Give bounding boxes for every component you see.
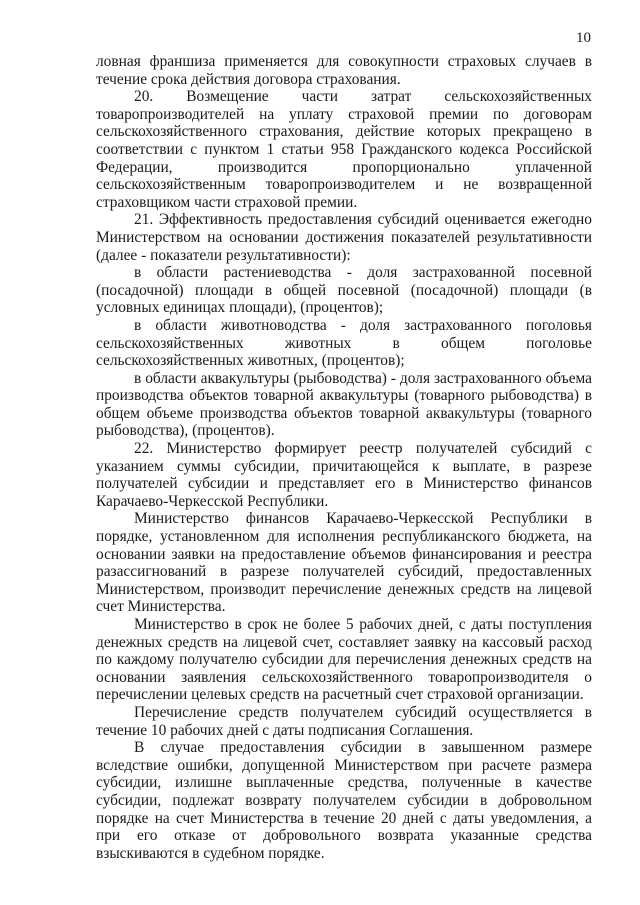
paragraph-ministry-deadline: Министерство в срок не более 5 рабочих дней, с даты поступления денежных средств на лицевой счет, составляет заявку на кассовый расход по каждому получателю субсидии для перечисления денежных средств на основании заявления сельскохозяйственного товаропроизводителя о перечислении целевых средств на расчетный счет страховой организации. [96, 616, 592, 704]
paragraph-plant-growing: в области растениеводства - доля застрахованной посевной (посадочной) площади в общей посевной (посадочной) площади (в условных единицах площади), (процентов); [96, 264, 592, 317]
paragraph-transfer: Перечисление средств получателем субсидий осуществляется в течение 10 рабочих дней с даты подписания Соглашения. [96, 703, 592, 739]
paragraph-aquaculture: в области аквакультуры (рыбоводства) - доля застрахованного объема производства объектов товарной аквакультуры (товарного рыбоводства) в общем объеме производства объектов товарной аквакультуры (товарного рыбоводства), (процентов). [96, 369, 592, 440]
paragraph-item-21: 21. Эффективность предоставления субсидий оценивается ежегодно Министерством на основании достижения показателей результативности (далее - показатели результативности): [96, 211, 592, 264]
paragraph-overpayment: В случае предоставления субсидии в завышенном размере вследствие ошибки, допущенной Министерством при расчете размера субсидии, излишне выплаченные средства, полученные в качестве субсидии, подлежат возврату получателем субсидии в добровольном порядке на счет Министерства в течение 20 дней с даты уведомления, а при его отказе от добровольного возврата указанные средства взыскиваются в судебном порядке. [96, 739, 592, 862]
document-body [96, 53, 592, 862]
paragraph-continuation: ловная франшиза применяется для совокупности страховых случаев в течение срока действия договора страхования. [96, 53, 592, 88]
paragraph-livestock: в области животноводства - доля застрахованного поголовья сельскохозяйственных животных в общем поголовье сельскохозяйственных животных, (процентов); [96, 316, 592, 370]
paragraph-item-20: 20. Возмещение части затрат сельскохозяйственных товаропроизводителей на уплату страховой премии по договорам сельскохозяйственного страхования, действие которых прекращено в соответствии с пунктом 1 статьи 958 Гражданского кодекса Российской Федерации, производится пропорционально уплаченной сельскохозяйственным товаропроизводителем и не возвращенной страховщиком части страховой премии. [96, 88, 592, 211]
paragraph-item-22: 22. Министерство формирует реестр получателей субсидий с указанием суммы субсидии, причитающейся к выплате, в разрезе получателей субсидии и представляет его в Министерство финансов Карачаево-Черкесской Республики. [96, 440, 592, 510]
page-number: 10 [576, 30, 591, 46]
paragraph-ministry-finance: Министерство финансов Карачаево-Черкесской Республики в порядке, установленном для исполнения республиканского бюджета, на основании заявки на предоставление объемов финансирования и реестра разассигнований в разрезе получателей субсидий, предоставленных Министерством, производит перечисление денежных средств на лицевой счет Министерства. [96, 510, 592, 616]
